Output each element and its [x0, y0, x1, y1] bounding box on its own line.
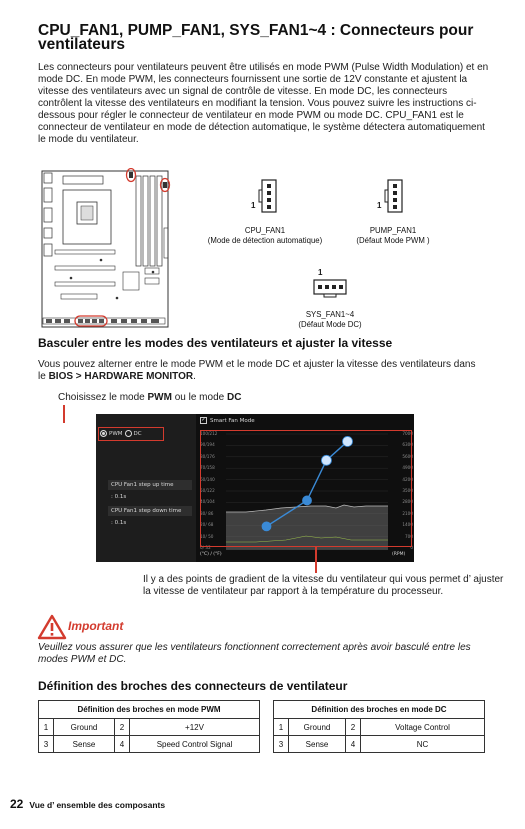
sys-fan-name: SYS_FAN1~4: [305, 310, 355, 319]
footer-section: Vue d’ ensemble des composants: [29, 800, 166, 810]
pump-fan-connector-icon: [383, 178, 407, 214]
pin-number: 3: [274, 736, 289, 753]
cpu-fan-caption: [195, 226, 335, 246]
choose-pwm: PWM: [147, 392, 172, 403]
pin-number: 1: [274, 719, 289, 736]
temperature-tick: 10/ 50: [200, 533, 214, 539]
temperature-tick: 60/140: [200, 476, 215, 482]
choose-mid: ou le mode: [171, 392, 227, 403]
sys-fan-connector-icon: [312, 278, 348, 298]
pwm-pin-table: [38, 700, 260, 753]
dc-option[interactable]: DC: [133, 430, 142, 437]
pump-fan-name: PUMP_FAN1: [369, 226, 417, 235]
page-title: CPU_FAN1, PUMP_FAN1, SYS_FAN1~4 : Connecteurs pour ventilateurs: [38, 22, 474, 53]
switch-text-after: .: [193, 371, 196, 382]
choose-before: Choisissez le mode: [58, 392, 148, 403]
temperature-tick: 50/122: [200, 488, 215, 493]
pin-signal: Voltage Control: [361, 719, 485, 736]
rpm-tick: 2800: [402, 499, 413, 505]
table-row: [39, 719, 260, 736]
rpm-tick: 700: [405, 533, 413, 539]
sys-fan-caption: [275, 310, 385, 330]
temperature-tick: 30/ 86: [200, 510, 214, 516]
choose-callout-line: [63, 405, 65, 423]
motherboard-diagram: [41, 168, 177, 331]
step-down-row[interactable]: [108, 506, 192, 516]
pwm-table-title: Définition des broches en mode PWM: [39, 701, 260, 719]
step-up-label: CPU Fan1 step up time: [111, 482, 174, 488]
pin-number: 4: [346, 736, 361, 753]
step-up-value[interactable]: : 0.1s: [111, 494, 127, 500]
temperature-tick: 0/ 32: [200, 545, 211, 550]
temperature-tick: 20/ 68: [200, 522, 214, 528]
important-text: Veuillez vous assurer que les ventilateurs fonctionnent correctement après avoir basculé entre les modes PWM et DC.: [38, 642, 471, 665]
temp-legend: (°C) / (°F): [200, 552, 222, 557]
dc-pin-table: [273, 700, 485, 753]
choose-dc: DC: [226, 392, 242, 403]
cpu-fan-name: CPU_FAN1: [244, 226, 286, 235]
warning-icon: [37, 614, 67, 640]
temperature-tick: 100/212: [200, 431, 218, 436]
pin-signal: Sense: [54, 736, 115, 753]
table-row: [274, 719, 485, 736]
pin-number: 4: [115, 736, 130, 753]
gradient-callout-text: Il y a des points de gradient de la vitesse du ventilateur qui vous permet d’ ajuster la vitesse de ventilateur par rapport à la température du processeur.: [143, 574, 504, 597]
graph-callout-line: [315, 547, 317, 573]
temperature-tick: 70/158: [200, 465, 215, 471]
page-number: 22: [10, 797, 24, 811]
pin-number: 1: [39, 719, 54, 736]
table-row: [274, 736, 485, 753]
pin-number: 2: [346, 719, 361, 736]
switch-section-title: Basculer entre les modes des ventilateurs et ajuster la vitesse: [38, 336, 393, 350]
pin-section-title: Définition des broches des connecteurs de ventilateur: [38, 679, 348, 693]
step-down-label: CPU Fan1 step down time: [111, 508, 182, 514]
pump-fan-pin1-label: 1: [377, 201, 382, 210]
intro-paragraph: Les connecteurs pour ventilateurs peuvent être utilisés en mode PWM (Pulse Width Modulation) et en mode DC. En mode PWM, les connecteurs fournissent une sortie de 12V constante et ajustent la vitesse des ventilateurs avec un signal de contrôle de vitesse. En mode DC, les connecteurs contrôlent la vitesse des ventilateurs en modifiant la tension. Vous pouvez suivre les instructions ci-dessous pour régler le connecteur de ventilateur en mode PWM ou mode DC. CPU_FAN1 est le connecteur de ventilateur en mode de détection automatique, le système détectera automatiquement le mode du ventilateur.: [38, 62, 489, 145]
page-footer: [10, 797, 165, 811]
pin-signal: Ground: [54, 719, 115, 736]
temperature-tick: 90/194: [200, 442, 215, 448]
rpm-tick: 7000: [402, 431, 413, 436]
important-label: Important: [68, 619, 124, 633]
pin-signal: Sense: [289, 736, 346, 753]
pin-signal: +12V: [130, 719, 260, 736]
pump-fan-mode: (Défaut Mode PWM ): [356, 236, 430, 245]
rpm-tick: 4200: [402, 476, 413, 482]
pump-fan-caption: [338, 226, 448, 246]
rpm-tick: 2100: [402, 510, 413, 516]
switch-text-before: Vous pouvez alterner entre le mode PWM et le mode DC et ajuster la vitesse des ventilateurs dans le: [38, 359, 476, 382]
rpm-tick: 5600: [402, 453, 413, 459]
bios-hardware-monitor: [96, 414, 414, 562]
pin-number: 3: [39, 736, 54, 753]
cpu-fan-pin1-label: 1: [251, 201, 256, 210]
temperature-tick: 40/104: [200, 499, 215, 505]
switch-section-text: [38, 359, 478, 383]
pwm-option[interactable]: PWM: [109, 430, 123, 437]
rpm-tick: 6300: [402, 442, 413, 448]
pin-signal: NC: [361, 736, 485, 753]
pin-number: 2: [115, 719, 130, 736]
rpm-tick: 4900: [402, 465, 413, 471]
mode-highlight-box: [98, 427, 164, 441]
sys-fan-pin1-label: 1: [318, 268, 323, 277]
switch-text-bios-path: BIOS > HARDWARE MONITOR: [48, 371, 194, 382]
step-down-value[interactable]: : 0.1s: [111, 520, 127, 526]
checkbox-icon[interactable]: ✓: [201, 417, 206, 423]
graph-highlight-box: [200, 430, 412, 547]
table-row: [39, 736, 260, 753]
cpu-fan-connector-icon: [257, 178, 281, 214]
temperature-tick: 80/176: [200, 453, 215, 459]
cpu-fan-mode: (Mode de détection automatique): [207, 236, 323, 245]
step-up-row[interactable]: [108, 480, 192, 490]
pin-signal: Ground: [289, 719, 346, 736]
dc-table-title: Définition des broches en mode DC: [274, 701, 485, 719]
rpm-tick: 1400: [402, 522, 413, 528]
pin-signal: Speed Control Signal: [130, 736, 260, 753]
smart-fan-label: Smart Fan Mode: [210, 417, 255, 424]
rpm-tick: 0: [410, 545, 413, 550]
rpm-legend: (RPM): [392, 552, 406, 557]
sys-fan-mode: (Défaut Mode DC): [298, 320, 362, 329]
rpm-tick: 3500: [402, 488, 413, 493]
choose-mode-text: [58, 392, 241, 404]
